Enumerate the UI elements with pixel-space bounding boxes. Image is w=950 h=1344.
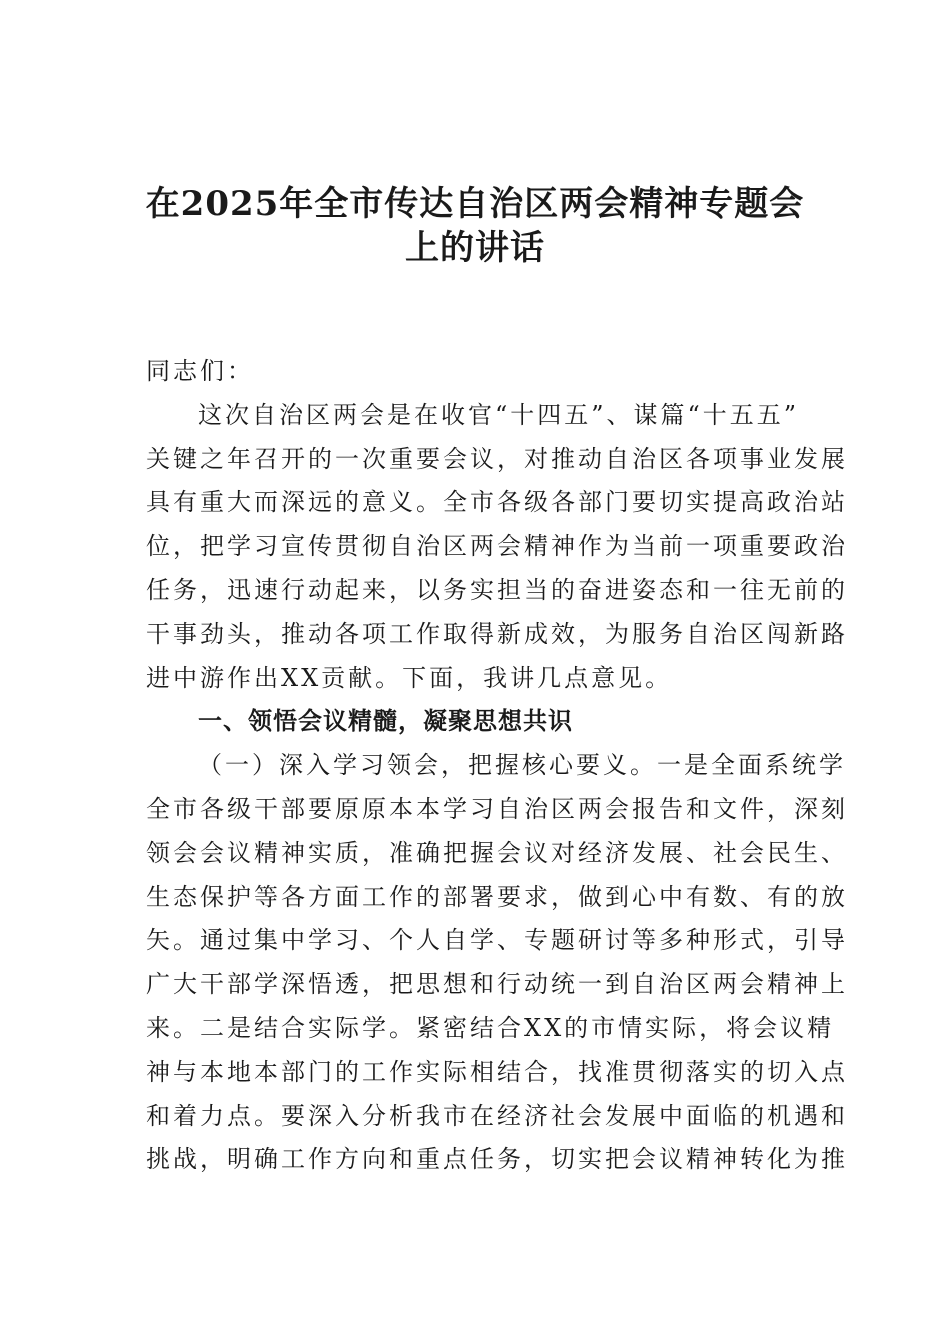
paragraph-line: 广大干部学深悟透，把思想和行动统一到自治区两会精神上	[146, 970, 848, 999]
salutation: 同志们：	[146, 357, 254, 385]
paragraph-line: 挑战，明确工作方向和重点任务，切实把会议精神转化为推	[146, 1145, 848, 1174]
paragraph-line: 领会会议精神实质，准确把握会议对经济发展、社会民生、	[146, 838, 848, 867]
document-title	[120, 168, 830, 268]
paragraph-line: 生态保护等各方面工作的部署要求，做到心中有数、有的放	[146, 882, 848, 911]
paragraph-line: 全市各级干部要原原本本学习自治区两会报告和文件，深刻	[146, 794, 848, 823]
paragraph-section-1	[146, 744, 848, 1182]
paragraph-opening	[146, 394, 848, 701]
paragraph-line: 位，把学习宣传贯彻自治区两会精神作为当前一项重要政治	[146, 532, 848, 561]
paragraph-line: 关键之年召开的一次重要会议，对推动自治区各项事业发展	[146, 444, 848, 473]
paragraph-line: 神与本地本部门的工作实际相结合，找准贯彻落实的切入点	[146, 1057, 848, 1086]
paragraph-line: 进中游作出XX贡献。下面，我讲几点意见。	[146, 663, 673, 692]
document-body	[146, 350, 848, 1182]
paragraph-line: 这次自治区两会是在收官“十四五”、谋篇“十五五”	[198, 400, 800, 429]
title-line: 在2025年全市传达自治区两会精神专题会	[145, 184, 805, 224]
paragraph-line: 任务，迅速行动起来，以务实担当的奋进姿态和一往无前的	[146, 575, 848, 604]
paragraph-line: 和着力点。要深入分析我市在经济社会发展中面临的机遇和	[146, 1101, 848, 1130]
paragraph-line: 具有重大而深远的意义。全市各级各部门要切实提高政治站	[146, 488, 848, 517]
section-heading: 一、领悟会议精髓，凝聚思想共识	[198, 707, 573, 736]
paragraph-line: 矢。通过集中学习、个人自学、专题研讨等多种形式，引导	[146, 926, 848, 955]
paragraph-line: 来。二是结合实际学。紧密结合XX的市情实际，将会议精	[146, 1013, 835, 1042]
paragraph-line: （一）深入学习领会，把握核心要义。一是全面系统学	[198, 751, 846, 780]
title-line: 上的讲话	[405, 227, 545, 268]
paragraph-line: 干事劲头，推动各项工作取得新成效，为服务自治区闯新路	[146, 619, 848, 648]
